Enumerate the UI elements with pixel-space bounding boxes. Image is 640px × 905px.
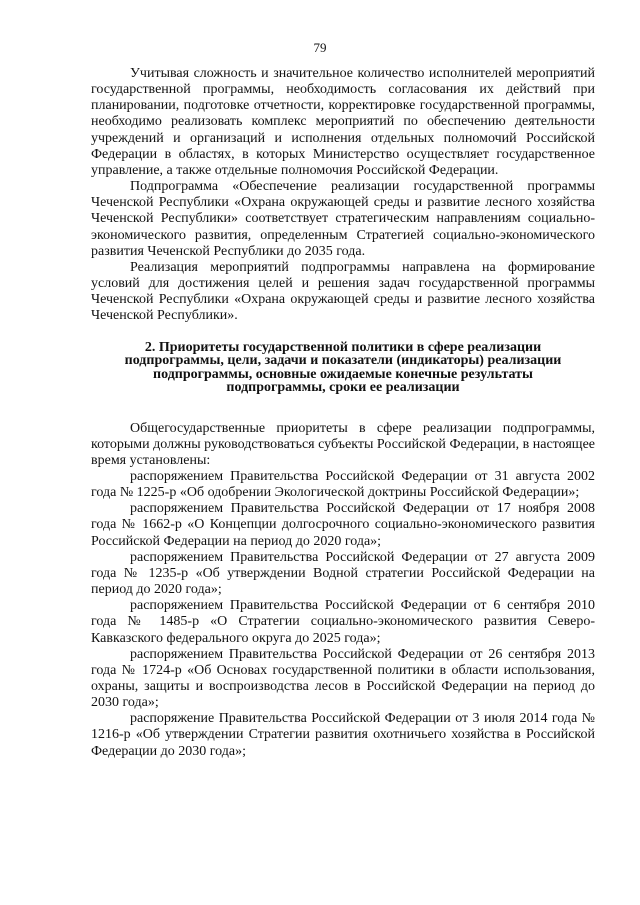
section-heading-line: 2. Приоритеты государственной политики в сфере реализации <box>144 339 542 355</box>
decree-paragraph: распоряжением Правительства Российской Федерации от 26 сентября 2013 года № 1724-р «Об Основах государственной политики в области использования, охраны, защиты и воспроизводства лесов в Российской Федерации на период до 2030 года»; <box>91 646 595 711</box>
intro-paragraph: Подпрограмма «Обеспечение реализации государственной программы Чеченской Республики «Охрана окружающей среды и развитие лесного хозяйства Чеченской Республики» соответствует стратегическим направлениям социально-экономического развития, определенным Стратегией социально-экономического развития Чеченской Республики до 2035 года. <box>91 179 595 259</box>
section-heading-line: подпрограммы, основные ожидаемые конечные результаты <box>153 366 533 382</box>
intro-paragraph: Учитывая сложность и значительное количество исполнителей мероприятий государственной программы, необходимость согласования их действий при планировании, подготовке отчетности, корректировке государственной программы, необходимо реализовать комплекс мероприятий по обеспечению деятельности учреждений и организаций и исполнения отдельных полномочий Российской Федерации в областях, в которых Министерство осуществляет государственное управление, а также отдельные полномочия Российской Федерации. <box>91 66 595 178</box>
section-heading-line: подпрограммы, сроки ее реализации <box>226 380 460 395</box>
intro-paragraph: Реализация мероприятий подпрограммы направлена на формирование условий для достижения целей и решения задач государственной программы Чеченской Республики «Охрана окружающей среды и развитие лесного хозяйства Чеченской Республики». <box>91 259 595 324</box>
page-body <box>91 66 595 760</box>
decree-paragraph: распоряжение Правительства Российской Федерации от 3 июля 2014 года № 1216-р «Об утверждении Стратегии развития охотничьего хозяйства в Российской Федерации до 2030 года»; <box>91 711 595 759</box>
section-heading-line: подпрограммы, цели, задачи и показатели (индикаторы) реализации <box>124 353 562 368</box>
decree-paragraph: распоряжением Правительства Российской Федерации от 27 августа 2009 года № 1235-р «Об утверждении Водной стратегии Российской Федерации на период до 2020 года»; <box>91 549 595 598</box>
section-paragraph: Общегосударственные приоритеты в сфере реализации подпрограммы, которыми должны руководствоваться субъекты Российской Федерации, в настоящее время установлены: <box>91 420 595 468</box>
section-heading <box>91 341 595 395</box>
page-number: 79 <box>313 40 327 55</box>
decree-paragraph: распоряжением Правительства Российской Федерации от 6 сентября 2010 года № 1485-р «О Стратегии социально-экономического развития Северо-Кавказского федерального округа до 2025 года»; <box>91 598 595 646</box>
decree-paragraph: распоряжением Правительства Российской Федерации от 17 ноября 2008 года № 1662-р «О Концепции долгосрочного социально-экономического развития Российской Федерации на период до 2020 года»; <box>91 501 595 549</box>
decree-paragraph: распоряжением Правительства Российской Федерации от 31 августа 2002 года № 1225-р «Об одобрении Экологической доктрины Российской Федерации»; <box>91 468 595 501</box>
